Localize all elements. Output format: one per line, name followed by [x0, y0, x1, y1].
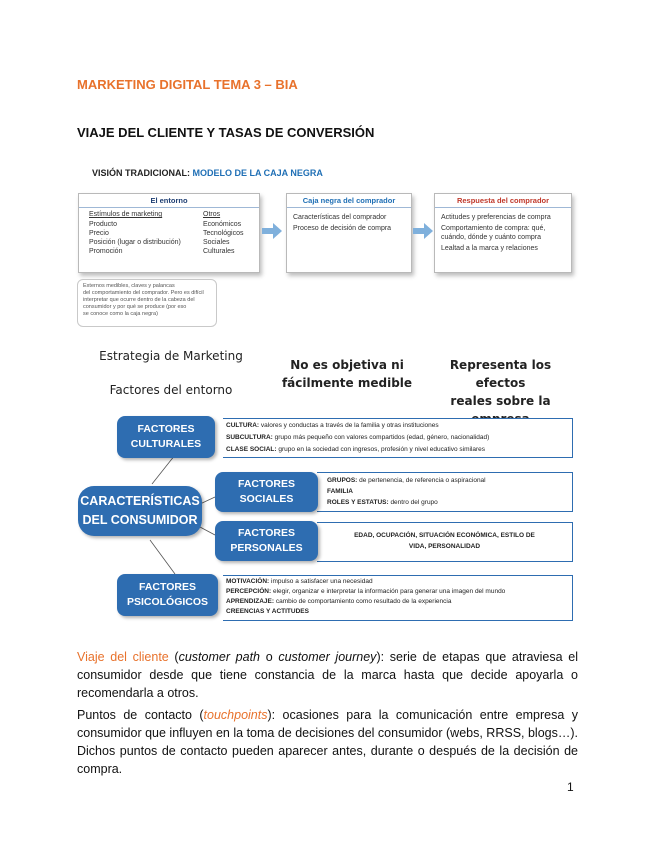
pill-line: FACTORES: [137, 423, 195, 435]
respuesta-line: cuándo, dónde y cuánto compra: [441, 234, 542, 241]
note-line: Externos medibles, claves y palancas: [83, 283, 175, 289]
pill-line: CARACTERÍSTICAS: [80, 494, 200, 508]
psicologicos-line-text: elegir, organizar e interpretar la información para generar una imagen del mundo: [271, 588, 506, 595]
section-title: VIAJE DEL CLIENTE Y TASAS DE CONVERSIÓN: [77, 125, 375, 140]
paragraph-text: ): serie de etapas que atraviesa el consumidor desde que tiene constancia de la marca hasta que decide apoyarla o recomendarla a otros.: [77, 650, 578, 700]
entorno-col1-head: Estímulos de marketing: [89, 211, 163, 218]
sociales-line-text: dentro del grupo: [388, 499, 438, 506]
entorno-col2-item: Culturales: [203, 248, 235, 255]
psicologicos-line-text: impulso a satisfacer una necesidad: [269, 578, 373, 585]
pill-line: PERSONALES: [230, 542, 303, 554]
efectos-line: reales sobre la: [450, 394, 551, 408]
culturales-line: [226, 434, 489, 441]
vision-title-highlight: MODELO DE LA CAJA NEGRA: [192, 168, 323, 178]
respuesta-header: Respuesta del comprador: [435, 194, 571, 208]
paragraph-text: ): ocasiones para la comunicación entre empresa y consumidor que influyen en la toma de decisiones del consumidor (webs, RRSS, blogs…). Dichos puntos de contacto pueden aparecer antes, durante o después de la decisión de compra.: [77, 708, 578, 776]
entorno-col2-head: Otros: [203, 211, 221, 218]
objetiva-line: No es objetiva ni: [290, 358, 404, 372]
respuesta-line: Actitudes y preferencias de compra: [441, 214, 551, 221]
pill-line: CULTURALES: [130, 438, 202, 450]
psicologicos-line: [226, 588, 505, 595]
entorno-header: El entorno: [79, 194, 259, 208]
sociales-line: [327, 499, 438, 506]
caja-negra-line: Características del comprador: [293, 214, 387, 221]
caja-negra-line: Proceso de decisión de compra: [293, 225, 392, 232]
sociales-line-label: FAMILIA: [327, 488, 353, 495]
pill-personales: [215, 521, 318, 561]
culturales-line-label: SUBCULTURA:: [226, 434, 273, 441]
sociales-box: [317, 472, 573, 512]
psicologicos-line: [226, 608, 309, 615]
respuesta-line: Lealtad a la marca y relaciones: [441, 245, 538, 252]
caja-negra-header: Caja negra del comprador: [287, 194, 411, 208]
psicologicos-box: [223, 575, 573, 621]
efectos-line: Representa los efectos: [449, 358, 552, 390]
pill-line: DEL CONSUMIDOR: [82, 513, 198, 527]
paragraph-puntos-contacto: [77, 706, 578, 778]
term-en: customer journey: [278, 650, 377, 664]
entorno-col2-item: Sociales: [203, 239, 230, 246]
entorno-col1-item: Promoción: [89, 248, 123, 255]
psicologicos-line-label: PERCEPCIÓN:: [226, 588, 272, 595]
note-line: interpretar que ocurre dentro de la cabeza del: [83, 297, 195, 303]
page-number: 1: [567, 780, 574, 794]
paragraph-viaje-cliente: [77, 648, 578, 702]
entorno-col1-item: Precio: [89, 230, 109, 237]
note-line: del comportamiento del comprador. Pero es difícil: [83, 290, 204, 296]
pill-line: SOCIALES: [239, 493, 294, 505]
entorno-col2-item: Tecnológicos: [203, 230, 244, 237]
personales-box: [317, 522, 573, 562]
culturales-line-label: CULTURA:: [226, 422, 260, 429]
psicologicos-line-label: CREENCIAS Y ACTITUDES: [226, 608, 309, 615]
psicologicos-line-label: APRENDIZAJE:: [226, 598, 275, 605]
respuesta-line: Comportamiento de compra: qué,: [441, 225, 546, 232]
vision-title-prefix: VISIÓN TRADICIONAL:: [92, 168, 190, 178]
paragraph-text: Puntos de contacto (: [77, 708, 204, 722]
pill-culturales: [117, 416, 215, 458]
psicologicos-line-label: MOTIVACIÓN:: [226, 578, 270, 585]
term-touchpoints: touchpoints: [203, 708, 268, 722]
pill-line: FACTORES: [139, 581, 196, 593]
culturales-line-label: CLASE SOCIAL:: [226, 446, 277, 453]
culturales-box: [223, 418, 573, 458]
pill-line: FACTORES: [238, 527, 295, 539]
pill-line: FACTORES: [238, 478, 295, 490]
culturales-line-text: grupo en la sociedad con ingresos, profesión y nivel educativo similares: [276, 446, 486, 453]
personales-line: VIDA, PERSONALIDAD: [408, 543, 481, 550]
culturales-line: [226, 446, 485, 453]
personales-line: EDAD, OCUPACIÓN, SITUACIÓN ECONÓMICA, ESTILO DE: [354, 532, 535, 539]
entorno-col1-item: Posición (lugar o distribución): [89, 239, 181, 246]
sociales-line: [327, 477, 486, 484]
culturales-line: [226, 422, 439, 429]
sociales-line: [327, 488, 353, 495]
culturales-line-text: valores y conductas a través de la familia y otras instituciones: [259, 422, 439, 429]
entorno-col2-item: Económicos: [203, 221, 242, 228]
sociales-line-text: de pertenencia, de referencia o aspiracional: [357, 477, 486, 484]
pill-psicologicos: [117, 574, 218, 616]
culturales-line-text: grupo más pequeño con valores compartidos (edad, género, nacionalidad): [272, 434, 490, 441]
entorno-col1-item: Producto: [89, 221, 118, 228]
term-viaje-cliente: Viaje del cliente: [77, 650, 169, 664]
sociales-line-label: GRUPOS:: [327, 477, 358, 484]
note-line: consumidor y por qué se produce (por eso: [83, 304, 187, 310]
sociales-line-label: ROLES Y ESTATUS:: [327, 499, 389, 506]
estrategia-label: Estrategia de Marketing: [99, 349, 243, 363]
pill-line: PSICOLÓGICOS: [126, 596, 209, 608]
document-header: MARKETING DIGITAL TEMA 3 – BIA: [77, 77, 298, 92]
pill-caracteristicas: [78, 486, 202, 536]
psicologicos-line-text: cambio de comportamiento como resultado de la experiencia: [274, 598, 452, 605]
psicologicos-line: [226, 598, 451, 605]
psicologicos-line: [226, 578, 373, 585]
term-en: customer path: [178, 650, 261, 664]
objetiva-line: fácilmente medible: [281, 376, 413, 390]
paragraph-text: o: [260, 650, 279, 664]
factores-entorno-label: Factores del entorno: [109, 383, 233, 397]
pill-sociales: [215, 472, 318, 512]
paragraph-text: (: [168, 650, 179, 664]
note-line: se conoce como la caja negra): [83, 311, 158, 317]
